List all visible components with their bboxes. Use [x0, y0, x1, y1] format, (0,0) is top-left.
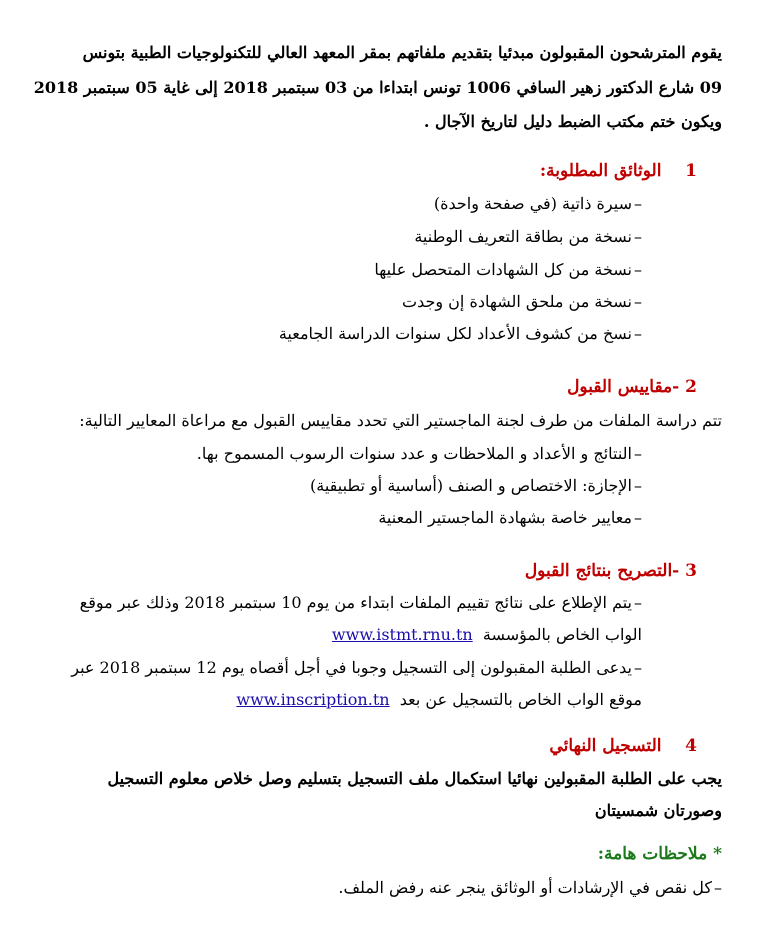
section1-item: –نسخة من بطاقة التعريف الوطنية	[414, 227, 642, 246]
section4-heading	[549, 735, 697, 757]
intro-line-2: 09 شارع الدكتور زهير السافي 1006 تونس ابتداءا من 03 سبتمبر 2018 إلى غاية 05 سبتمبر 2018	[33, 78, 722, 97]
section1-item: –نسخة من ملحق الشهادة إن وجدت	[402, 292, 642, 311]
section1-item: –سيرة ذاتية (في صفحة واحدة)	[433, 194, 642, 213]
intro-line-1: يقوم المترشحون المقبولون مبدئيا بتقديم ملفاتهم بمقر المعهد العالي للتكنولوجيات الطبية بتونس	[82, 43, 722, 62]
section3-heading: 3 -التصريح بنتائج القبول	[524, 561, 697, 581]
section3-item-2-line-2: موقع الواب الخاص بالتسجيل عن بعد www.inscription.tn	[236, 690, 642, 709]
section2-item: –النتائج و الأعداد و الملاحظات و عدد سنوات الرسوب المسموح بها.	[196, 444, 642, 463]
inscription-website-link[interactable]: www.inscription.tn	[236, 690, 390, 709]
section3-item-1-line-2: الواب الخاص بالمؤسسة www.istmt.rnu.tn	[331, 625, 642, 644]
section4-number: 4	[685, 736, 697, 756]
section2-intro: تتم دراسة الملفات من طرف لجنة الماجستير التي تحدد مقاييس القبول مع مراعاة المعايير التالية:	[79, 411, 722, 430]
section2-heading: 2 -مقاييس القبول	[567, 377, 697, 397]
section1-item: –نسخ من كشوف الأعداد لكل سنوات الدراسة الجامعية	[278, 324, 642, 343]
section3-item-1-line-1: –يتم الإطلاع على نتائج تقييم الملفات ابتداء من يوم 10 سبتمبر 2018 وذلك عبر موقع	[79, 593, 642, 612]
section2-item: –معايير خاصة بشهادة الماجستير المعنية	[378, 508, 642, 527]
section1-number: 1	[685, 161, 697, 181]
section4-line-1: يجب على الطلبة المقبولين نهائيا استكمال ملف التسجيل بتسليم وصل خلاص معلوم التسجيل	[107, 769, 722, 788]
section4-line-2: وصورتان شمسيتان	[594, 801, 722, 820]
notes-heading: * ملاحظات هامة:	[597, 844, 722, 864]
section3-item-2-line-1: –يدعى الطلبة المقبولون إلى التسجيل وجوبا في أجل أقصاه يوم 12 سبتمبر 2018 عبر	[71, 658, 642, 677]
section1-title: الوثائق المطلوبة:	[539, 161, 662, 181]
section2-item: –الإجازة: الاختصاص و الصنف (أساسية أو تطبيقية)	[310, 476, 642, 495]
section4-title: التسجيل النهائي	[549, 736, 662, 756]
section1-heading	[540, 160, 697, 182]
intro-line-3: ويكون ختم مكتب الضبط دليل لتاريخ الآجال .	[423, 112, 722, 131]
notes-item: –كل نقص في الإرشادات أو الوثائق ينجر عنه رفض الملف.	[338, 878, 722, 897]
istmt-website-link[interactable]: www.istmt.rnu.tn	[331, 625, 473, 644]
section1-item: –نسخة من كل الشهادات المتحصل عليها	[374, 260, 642, 279]
